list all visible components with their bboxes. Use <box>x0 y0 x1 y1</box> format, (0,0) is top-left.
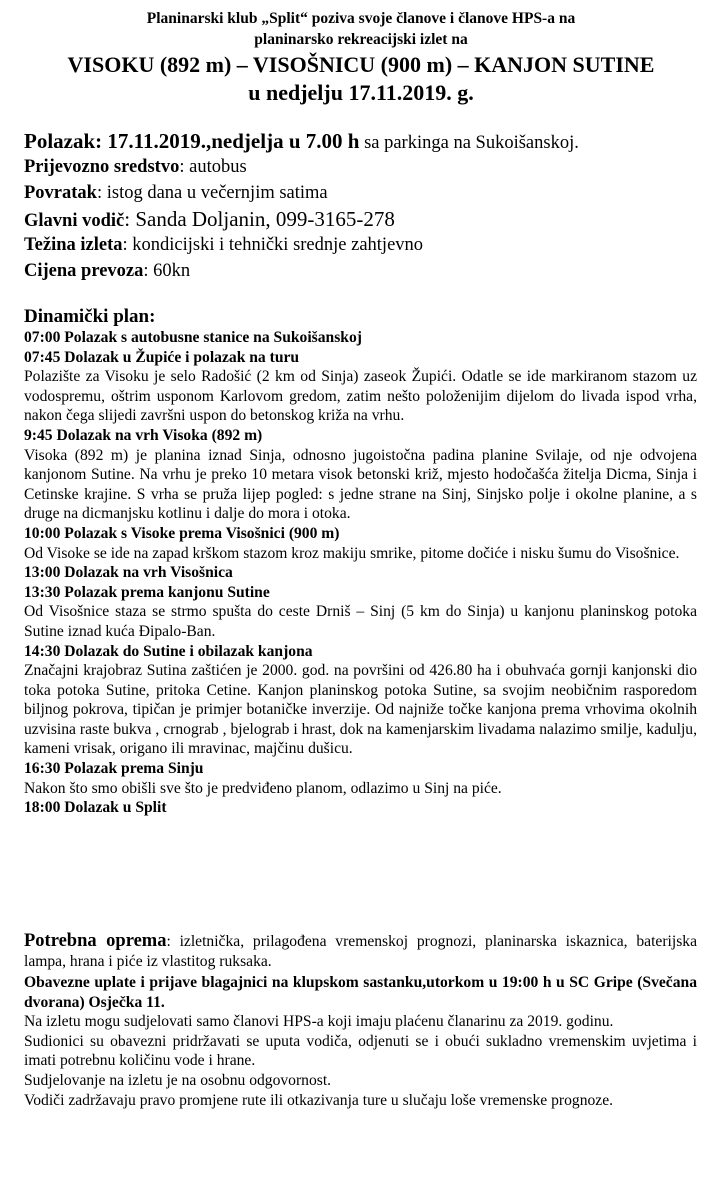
plan-step-text: Nakon što smo obišli sve što je predviđeno planom, odlazimo u Sinj na piće. <box>24 779 502 797</box>
equipment-label: Potrebna oprema <box>24 931 167 951</box>
difficulty-label: Težina izleta <box>24 235 123 255</box>
difficulty-value: : kondicijski i tehnički srednje zahtjevno <box>122 235 424 255</box>
plan-step-text: Od Visošnice staza se strmo spušta do ceste Drniš – Sinj (5 km do Sinja) u kanjonu planinskog potoka Sutine iznad kuća Đipalo-Ban. <box>24 603 697 640</box>
equipment-paragraph <box>24 931 697 972</box>
membership-note: Na izletu mogu sudjelovati samo članovi HPS-a koji imaju plaćenu članarinu za 2019. godinu. <box>24 1013 614 1031</box>
plan-step-heading: 07:00 Polazak s autobusne stanice na Sukoišanskoj <box>24 329 362 346</box>
return-label: Povratak <box>24 183 97 203</box>
plan-step-heading: 9:45 Dolazak na vrh Visoka (892 m) <box>24 426 263 444</box>
dynamic-plan <box>24 328 697 818</box>
plan-step-heading: 18:00 Dolazak u Split <box>24 799 167 817</box>
guide-value: : Sanda Doljanin, 099-3165-278 <box>124 207 395 231</box>
plan-step-text: Od Visoke se ide na zapad krškom stazom kroz makiju smrike, pitome dočiće i nisku šumu do Visošnice. <box>24 544 680 562</box>
trip-info <box>24 128 704 284</box>
plan-step-text: Značajni krajobraz Sutina zaštićen je 2000. god. na površini od 426.80 ha i obuhvaća gornji kanjonski dio toka potoka Sutine, pritoka Cetine. Kanjon planinskog potoka Sutine, sa svojim neobičnim rasporedom biljnog pokrova, tipičan je primjer botaničke inverzije. Od najniže točke kanjona prema vrhovima okolnih uzvisina raste bukva , crnograb , bjelograb i hrast, dok na kamenjarskim livadama nalazimo smilje, kadulju, kameni vrisak, origano ili mravinac, majčinu dušicu. <box>24 662 697 758</box>
plan-step-text: Visoka (892 m) je planina iznad Sinja, odnosno jugoistočna padina planine Svilaje, od nje odvojena kanjonom Sutine. Na vrhu je preko 10 metara visok betonski križ, mjesto hodočašća žitelja Dicma, Sinja i Cetinske krajine. S vrha se pruža lijep pogled: s jedne strane na Sinj, Sinjsko polje i okolne planine, a s druge na dicmanjsku kotlinu i dalje do mora i otoka. <box>24 446 697 523</box>
responsibility-note: Sudjelovanje na izletu je na osobnu odgovornost. <box>24 1071 332 1089</box>
guide-label: Glavni vodič <box>24 211 125 231</box>
transport-row <box>24 154 704 180</box>
transport-label: Prijevozno sredstvo <box>24 157 180 177</box>
footer-notes <box>24 973 697 1110</box>
equipment-text: : izletnička, prilagođena vremenskoj prognozi, planinarska iskaznica, baterijska lampa, hrana i piće iz vlastitog ruksaka. <box>24 933 697 970</box>
event-date-line: u nedjelju 17.11.2019. g. <box>248 80 474 105</box>
plan-step-heading: 13:00 Dolazak na vrh Visošnica <box>24 564 233 582</box>
departure-label: Polazak: 17.11.2019.,nedjelja u 7.00 h <box>24 129 360 153</box>
event-title-line-1: VISOKU (892 m) – VISOŠNICU (900 m) – KANJON SUTINE <box>67 52 655 77</box>
plan-step-heading: 07:45 Dolazak u Župiće i polazak na turu <box>24 348 300 366</box>
route-change-note: Vodiči zadržavaju pravo promjene rute ili otkazivanja ture u slučaju loše vremenske prognoze. <box>24 1091 614 1109</box>
intro-line-2: planinarsko rekreacijski izlet na <box>254 31 468 48</box>
price-row <box>24 258 704 284</box>
return-row <box>24 180 704 206</box>
plan-title: Dinamički plan: <box>24 306 156 327</box>
transport-value: : autobus <box>179 157 247 177</box>
plan-step-heading: 10:00 Polazak s Visoke prema Visošnici (900 m) <box>24 524 340 542</box>
event-title <box>0 51 722 107</box>
price-value: : 60kn <box>143 261 191 281</box>
rules-note: Sudionici su obavezni pridržavati se uputa vodiča, odjenuti se i obući sukladno vremenskim uvjetima i imati potrebnu količinu vode i hrane. <box>24 1032 697 1070</box>
plan-step-heading: 14:30 Dolazak do Sutine i obilazak kanjona <box>24 642 313 660</box>
difficulty-row <box>24 232 704 258</box>
plan-step-text: Polazište za Visoku je selo Radošić (2 km od Sinja) zaseok Župići. Odatle se ide markiranom stazom uz vodospremu, oštrim usponom Karlovom gredom, zatim nešto položenijim dijelom do livada ispod vrha, nakon čega slijedi završni uspon do betonskog križa na vrhu. <box>24 368 697 425</box>
intro-text <box>0 8 722 50</box>
intro-line-1: Planinarski klub „Split“ poziva svoje članove i članove HPS-a na <box>146 10 576 27</box>
return-value: : istog dana u večernjim satima <box>96 183 328 203</box>
plan-step-heading: 16:30 Polazak prema Sinju <box>24 760 204 778</box>
plan-step-heading: 13:30 Polazak prema kanjonu Sutine <box>24 583 270 601</box>
price-label: Cijena prevoza <box>24 261 144 281</box>
departure-row <box>24 128 704 154</box>
departure-value: sa parkinga na Sukoišanskoj. <box>359 133 579 153</box>
registration-notice: Obavezne uplate i prijave blagajnici na klupskom sastanku,utorkom u 19:00 h u SC Gripe (Svečana dvorana) Osječka 11. <box>24 974 697 1011</box>
guide-row <box>24 206 704 232</box>
